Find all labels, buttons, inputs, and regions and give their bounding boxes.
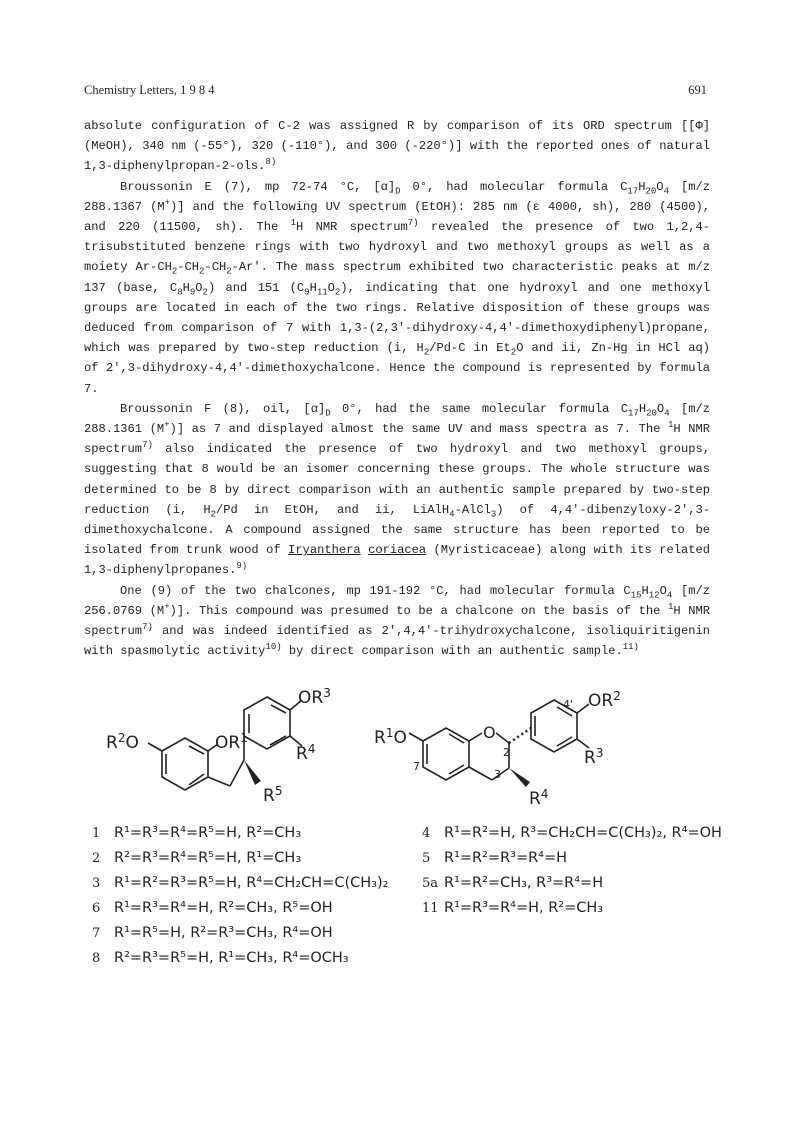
text: 0°, had the same molecular formula C (330, 401, 629, 416)
compound-number: 8 (92, 951, 101, 966)
genus-name: Iryanthera (288, 543, 361, 558)
label-or3: $OR^3$ (298, 688, 331, 708)
text: O (327, 280, 335, 295)
sup: + (164, 197, 171, 208)
legend-row (92, 875, 388, 891)
legend-row (92, 850, 301, 866)
species-name: coriacea (368, 543, 427, 558)
substituent-text: R¹=R³=R⁴=H, R²=CH₃, R⁵=OH (114, 900, 333, 916)
sub: 2 (510, 347, 517, 358)
sup: + (164, 601, 170, 612)
substituent-text: R²=R³=R⁴=R⁵=H, R¹=CH₃ (114, 850, 302, 866)
text: revealed the presence of two 1,2,4-trisubstituted benzene rings with two hydroxyl and two methoxyl groups as well as a moiety Ar-CH (84, 220, 711, 275)
ref: 10) (265, 642, 282, 653)
substituent-text: R¹=R³=R⁴=R⁵=H, R²=CH₃ (114, 825, 302, 841)
sup: 1 (667, 420, 674, 431)
locant-2: 2 (503, 746, 510, 759)
text: . The (623, 422, 668, 437)
compound-number: 5a (422, 876, 439, 891)
text: H NMR spectrum (84, 422, 711, 457)
sub: 12 (648, 590, 660, 601)
sub: 17 (628, 408, 639, 419)
text: ), oil, [α] (237, 401, 326, 416)
body-text (84, 116, 710, 661)
substituent-text: R¹=R²=CH₃, R³=R⁴=H (444, 875, 604, 891)
sub: 2 (171, 266, 178, 277)
label-r1o: $R^1O$ (374, 726, 407, 748)
text: H NMR spectrum (296, 220, 408, 235)
compound-number: 7 (92, 926, 101, 941)
label-r4-right: $R^4$ (529, 787, 549, 809)
text: ), indicating that one hydroxyl and one methoxyl groups are located in each of the two rings. Relative disposition of these groups was deduced from comparison of (84, 280, 711, 336)
compound-number: 7 (84, 381, 92, 396)
compound-number: 5 (422, 851, 431, 866)
text: O (195, 280, 203, 295)
legend-row (422, 825, 722, 841)
text: )] and the following UV spectrum (EtOH): 285 nm (ε 4000, sh), 280 (4500), and 220 (11500, sh). The (84, 199, 710, 235)
substituent-text: R¹=R²=H, R³=CH₂CH=C(CH₃)₂, R⁴=OH (444, 825, 722, 841)
text: and was indeed identified as 2',4,4'-trihydroxychalcone, isoliquiritigenin with spasmolytic activity (84, 624, 710, 659)
compound-number: 11 (422, 901, 439, 916)
compound-number: 7 (616, 422, 624, 437)
sub: 2 (226, 266, 232, 277)
text: )] as (169, 422, 214, 437)
legend-row (422, 875, 603, 891)
text: H (309, 280, 317, 295)
sub: 2 (423, 347, 430, 358)
sub: 15 (630, 590, 642, 601)
compound-number: 4 (422, 826, 431, 841)
sub: 2 (210, 509, 217, 520)
ref: 7) (142, 622, 153, 633)
text: ) of 4,4'-dibenzyloxy-2',3-dimethoxychalcone. A compound assigned the same structure has been reported to be isolated from trunk wood of (84, 502, 710, 558)
label-ring-o: O (483, 723, 496, 742)
sub: 2 (202, 287, 208, 298)
compound-number: 7 (231, 179, 239, 194)
label-r4: $R^4$ (296, 742, 316, 764)
text: (Myristicaceae) along with its related 1,3-diphenylpropanes. (84, 543, 710, 578)
sub: 20 (645, 186, 657, 197)
compound-number: 9 (157, 583, 165, 598)
sub: 4 (664, 408, 670, 419)
ref: 7) (142, 440, 153, 451)
text: H (641, 583, 649, 598)
sub: D (325, 408, 331, 419)
text: -Ar'. The mass spectrum exhibited two characteristic peaks at m/z 137 (base, C (84, 260, 711, 295)
substituent-text: R¹=R²=R³=R⁴=H (444, 850, 568, 866)
text: . (91, 381, 99, 396)
locant-3: 3 (494, 768, 501, 781)
legend-row (422, 900, 603, 916)
text: and displayed almost the same UV and mass spectra as (221, 422, 617, 437)
substituent-text: R¹=R⁵=H, R²=R³=CH₃, R⁴=OH (114, 925, 333, 941)
text: by direct comparison with an authentic sample prepared by two-step reduction (i, H (84, 482, 710, 517)
paragraph-broussonin-f (84, 399, 710, 581)
text: )]. This compound was presumed to be a chalcone on the basis of the (169, 603, 668, 618)
text: O and ii, Zn-Hg in HCl aq) of 2',3-dihydroxy-4,4'-dimethoxychalcone. Hence the compound is represented by formula (84, 341, 710, 376)
legend-row (92, 925, 333, 941)
running-header-journal: Chemistry Letters, 1 9 8 4 (84, 83, 215, 97)
text: would be an isomer concerning these groups. The whole structure was determined to be (84, 462, 710, 497)
substituent-text: R¹=R²=R³=R⁵=H, R⁴=CH₂CH=C(CH₃)₂ (114, 875, 389, 891)
compound-number: 7 (286, 321, 294, 336)
text: [m/z 256.0769 (M (84, 583, 710, 618)
ref: 9) (236, 561, 248, 572)
text: H (638, 401, 647, 416)
text: ) of the two chalcones, mp 191-192 °C, had molecular formula C (164, 583, 631, 598)
legend-row (422, 850, 567, 866)
text: /Pd-C in Et (429, 341, 511, 356)
sub: 4 (663, 186, 669, 197)
label-r2o: $R^2O$ (106, 731, 139, 753)
locant-4prime: 4' (563, 698, 574, 711)
text: -CH (204, 260, 227, 275)
sup: 1 (667, 601, 674, 612)
text: [m/z 288.1367 (M (84, 179, 710, 214)
page-number: 691 (688, 83, 707, 97)
text: -AlCl (454, 502, 491, 517)
sub: 4 (449, 509, 455, 520)
label-r5: $R^5$ (263, 784, 283, 806)
compound-number: 2 (92, 851, 101, 866)
compound-number: 8 (201, 462, 209, 477)
sub: D (395, 186, 401, 197)
text: O (656, 401, 665, 416)
text: 0°, had molecular formula C (400, 179, 628, 194)
compound-number: 8 (209, 482, 217, 497)
sup: 1 (290, 217, 297, 228)
label-or1: $OR^1$ (215, 731, 248, 753)
legend-row (92, 825, 301, 841)
sub: 11 (316, 287, 328, 298)
text: [m/z 288.1361 (M (84, 401, 711, 437)
substituent-text: R²=R³=R⁵=H, R¹=CH₃, R⁴=OCH₃ (114, 950, 349, 966)
ref: 8) (265, 157, 277, 168)
stereo-wedge (244, 760, 261, 785)
paragraph-broussonin-e (84, 177, 710, 399)
legend-row (92, 900, 333, 916)
compound-number: 7 (213, 422, 222, 437)
sub: 2 (199, 266, 205, 277)
legend-row (92, 950, 349, 966)
text: O (656, 179, 664, 194)
substituent-text: R¹=R³=R⁴=H, R²=CH₃ (444, 900, 604, 916)
text: Broussonin E ( (120, 179, 232, 194)
structures-figure (84, 688, 722, 988)
compound-number: 8 (229, 401, 238, 416)
text: ) and 151 (C (207, 280, 305, 295)
ref: 7) (407, 217, 419, 228)
paragraph-chalcone (84, 581, 710, 662)
text: by direct comparison with an authentic sample. (281, 644, 623, 659)
sub: 4 (666, 590, 673, 601)
text: H (638, 179, 646, 194)
sub: 2 (334, 287, 341, 298)
compound-number: 1 (92, 826, 101, 841)
text: also indicated the presence of two hydroxyl and two methoxyl groups, suggesting that (84, 442, 710, 477)
stereo-wedge-right (509, 768, 530, 787)
text: ), mp 72-74 °C, [α] (238, 179, 396, 194)
text: -CH (177, 260, 200, 275)
compound-number: 6 (92, 901, 101, 916)
text: /Pd in EtOH, and ii, LiAlH (216, 502, 450, 517)
text: H NMR spectrum (84, 603, 710, 639)
label-r3: $R^3$ (584, 746, 604, 768)
locant-7: 7 (413, 760, 420, 773)
text: O (659, 583, 667, 598)
sub: 9 (304, 287, 310, 298)
stereo-hash (509, 728, 531, 743)
text: Broussonin F ( (120, 401, 230, 416)
paragraph-ord (84, 116, 710, 177)
ref: 11) (622, 642, 639, 653)
sub: 17 (627, 186, 639, 197)
text: absolute configuration of C-2 was assigned R by comparison of its ORD spectrum [[Φ] (MeOH), 340 nm (-55°), 320 (-110°), and 300 (-220°)] with the reported ones of natural 1,3-diphenylpropan-2-ols. (84, 119, 710, 174)
text: H (182, 280, 190, 295)
sub: 9 (189, 287, 196, 298)
label-or2: $OR^2$ (588, 689, 621, 711)
sub: 3 (490, 509, 497, 520)
text: with 1,3-(2,3'-dihydroxy-4,4'-dimethoxydiphenyl)propane, which was prepared by two-step reduction (i, H (84, 321, 710, 356)
text: One ( (120, 583, 158, 598)
sup: + (164, 420, 170, 431)
sub: 8 (177, 287, 183, 298)
sub: 20 (646, 408, 657, 419)
compound-number: 3 (92, 876, 101, 891)
